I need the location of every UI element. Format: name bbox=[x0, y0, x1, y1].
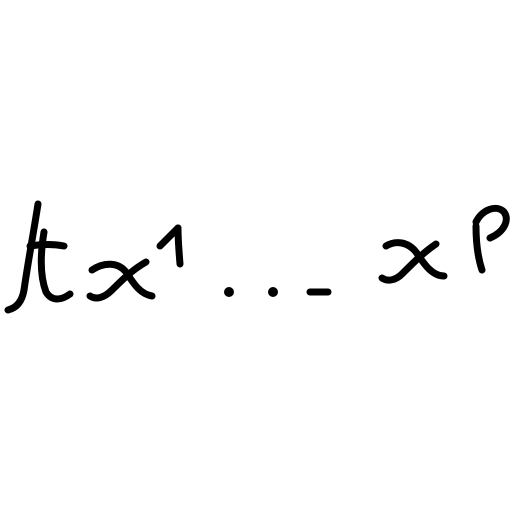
glyph-x bbox=[90, 262, 152, 298]
ellipsis bbox=[224, 287, 328, 297]
superscript-1 bbox=[160, 228, 180, 264]
superscript-p bbox=[476, 208, 506, 270]
glyph-x-2 bbox=[382, 243, 444, 280]
glyph-t bbox=[8, 204, 70, 310]
